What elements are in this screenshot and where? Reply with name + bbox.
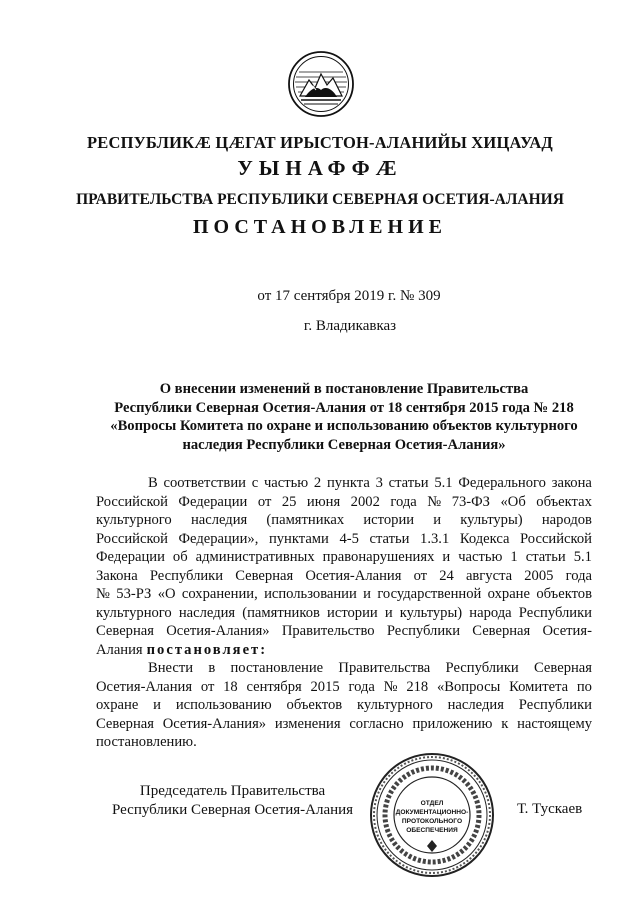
body-word: Федерации», (178, 530, 259, 547)
body-word: административных (195, 549, 315, 565)
body-word: культуры) (399, 604, 463, 621)
body-word: истории (363, 512, 415, 528)
body-word: и (442, 549, 451, 565)
body-word: 24 (439, 567, 454, 584)
body-word: 18 (223, 678, 238, 695)
body-word: государственной (377, 586, 482, 602)
body-word: 4-5 (339, 530, 359, 547)
body-word: Правительства (338, 660, 431, 676)
paragraph-line (96, 678, 592, 697)
paragraph-line (96, 604, 592, 623)
body-text: Алания (96, 641, 143, 658)
body-word: Федерального (458, 475, 546, 491)
body-word: Республики (149, 567, 224, 584)
body-word: № (383, 678, 398, 695)
body-word: правонарушениях (322, 549, 435, 565)
body-word: Республики (518, 604, 592, 621)
paragraph-line (96, 474, 592, 493)
body-word: Федерации (96, 549, 165, 565)
body-word: июня (306, 493, 341, 510)
signatory-name: Т. Тускаев (517, 801, 583, 817)
paragraph-line (96, 511, 592, 530)
body-word: августа (465, 567, 513, 584)
body-word: статьи (388, 475, 429, 491)
body-word: года (390, 493, 417, 510)
body-word: 1 (510, 549, 518, 565)
body-word: использовании (264, 586, 357, 602)
body-word: пункта (326, 475, 370, 491)
seal-center-text: ОБЕСПЕЧЕНИЯ (406, 827, 458, 834)
body-word: (памятников (242, 604, 320, 621)
body-word: 5.1 (434, 475, 453, 491)
body-word: 2002 (350, 493, 380, 510)
subject-line: «Вопросы Комитета по охране и использованию объектов культурного (110, 418, 578, 434)
header-ossetian-government: РЕСПУБЛИКӔ ЦӔГАТ ИРЫСТОН-АЛАНИЙЫ ХИЦАУАД (86, 133, 553, 152)
body-word: об (172, 549, 188, 565)
body-word: Комитета (509, 678, 569, 695)
body-word: частью (458, 549, 503, 565)
subject-line: наследия Республики Северная Осетия-Алания» (182, 436, 506, 453)
decree-date-number (0, 288, 640, 305)
signatory-title (112, 782, 353, 820)
paragraph-line (96, 659, 592, 678)
body-word: Закона (96, 567, 138, 584)
decree-subject (96, 380, 592, 454)
body-word: Северная (96, 715, 154, 732)
body-word: «О (157, 586, 176, 602)
paragraph-line (96, 493, 592, 512)
header-decree-title: ПОСТАНОВЛЕНИЕ (193, 216, 447, 238)
body-word: культуры) (460, 512, 523, 528)
paragraph-line (96, 530, 592, 549)
body-word: (памятниках (266, 512, 345, 528)
body-word: Северная (472, 623, 531, 639)
body-word: народа (469, 604, 512, 621)
paragraph-line (96, 585, 592, 604)
paragraph-line (96, 715, 592, 734)
body-word: с (251, 475, 259, 491)
body-word: Республики (386, 623, 461, 639)
body-word: закона (551, 475, 592, 491)
body-text: постановлению. (96, 734, 197, 750)
seal-center-text: ПРОТОКОЛЬНОГО (401, 818, 463, 825)
body-word: 25 (281, 493, 297, 510)
body-word: Осетия-Алания (305, 567, 402, 584)
body-word: Северная (96, 623, 154, 639)
body-word: Российской (520, 530, 592, 547)
body-word: культурного (96, 512, 172, 528)
body-word: Республики (518, 697, 592, 713)
body-word: «Об (500, 493, 526, 510)
paragraph-line (96, 622, 592, 641)
signatory-title-line: Республики Северная Осетия-Алания (112, 802, 354, 818)
body-word: использованию (175, 697, 272, 713)
body-word: пунктами (268, 530, 329, 547)
body-word: сохранении, (181, 586, 258, 602)
body-word: 5.1 (573, 549, 592, 565)
official-seal-stamp (367, 750, 497, 880)
body-word: Северная (534, 660, 592, 676)
body-word: и (363, 586, 371, 602)
body-word: 3 (375, 475, 383, 491)
body-word: Российской (96, 493, 168, 510)
body-word: № (96, 586, 110, 602)
body-word: по (576, 678, 592, 695)
body-word: наследия (178, 604, 236, 621)
paragraph-line (96, 733, 592, 752)
body-word: культурного (357, 697, 433, 713)
body-word: Федерации (178, 493, 248, 510)
body-word: охране (487, 586, 530, 602)
seal-center-text: ДОКУМЕНТАЦИОННО- (395, 809, 469, 816)
body-word: 73-ФЗ (451, 493, 490, 510)
body-word: статьи (369, 530, 410, 547)
date-number-text: от 17 сентября 2019 г. № 309 (257, 288, 441, 304)
body-word: 2005 (524, 567, 554, 584)
paragraph-line (96, 567, 592, 586)
body-word: Осетия-Алания» (166, 623, 270, 639)
body-word: В (148, 475, 158, 491)
body-word: объектов (536, 586, 592, 602)
paragraph-line (96, 641, 592, 660)
body-word: от (413, 567, 428, 584)
body-word: сентября (246, 678, 302, 695)
paragraph-preamble (96, 474, 592, 641)
body-word: статьи (525, 549, 566, 565)
body-word: и (433, 512, 442, 528)
decree-keyword: постановляет: (146, 641, 268, 658)
body-word: Правительство (281, 623, 375, 639)
body-word: Осетия-Алания» (162, 715, 267, 732)
body-word: от (257, 493, 272, 510)
city-text: г. Владикавказ (303, 318, 397, 334)
body-word: истории (327, 604, 378, 621)
body-word: к (501, 715, 509, 732)
body-word: № (427, 493, 442, 510)
body-word: 1.3.1 (420, 530, 450, 547)
subject-line: О внесении изменений в постановление Правительства (159, 381, 529, 397)
header-ossetian-decree: УЫНАФФӔ (237, 156, 403, 180)
body-word: объектах (536, 493, 592, 510)
paragraph-resolution (96, 659, 592, 733)
body-word: изменения (274, 715, 341, 732)
seal-center-text: ОТДЕЛ (420, 800, 444, 807)
body-word: постановление (230, 660, 324, 676)
body-word: Осетия- (542, 623, 592, 639)
body-word: наследия (447, 697, 504, 713)
body-word: и (153, 697, 161, 713)
decree-body (96, 474, 592, 752)
body-word: Северная (235, 567, 294, 584)
body-word: Внести (148, 660, 194, 676)
decree-city (0, 318, 640, 335)
body-word: «Вопросы (436, 678, 501, 695)
body-word: 218 (406, 678, 429, 695)
signatory-title-line: Председатель Правительства (139, 783, 326, 799)
body-word: 2 (313, 475, 322, 491)
body-word: охране (96, 697, 139, 713)
body-word: Республики (445, 660, 519, 676)
paragraph-line (96, 548, 592, 567)
subject-line: Республики Северная Осетия-Алания от 18 сентября 2015 года № 218 (114, 399, 574, 416)
body-word: согласно (349, 715, 404, 732)
body-word: от (200, 678, 215, 695)
body-word: Российской (96, 530, 168, 547)
body-word: Кодекса (459, 530, 510, 547)
body-word: частью (263, 475, 309, 491)
body-word: в (208, 660, 216, 676)
body-word: соответствии (163, 475, 246, 491)
body-word: народов (541, 512, 592, 528)
body-word: Осетия-Алания (96, 678, 193, 695)
body-word: приложению (412, 715, 493, 732)
paragraph-line (96, 696, 592, 715)
body-word: и (384, 604, 393, 621)
body-word: 2015 (310, 678, 340, 695)
body-word: 53-РЗ (116, 586, 152, 602)
coat-of-arms-emblem (287, 50, 355, 118)
body-word: года (348, 678, 375, 695)
header-government-name: ПРАВИТЕЛЬСТВА РЕСПУБЛИКИ СЕВЕРНАЯ ОСЕТИЯ-АЛАНИЯ (76, 191, 564, 208)
body-word: наследия (190, 512, 248, 528)
body-word: культурного (96, 604, 172, 621)
body-word: года (565, 567, 592, 584)
body-word: настоящему (517, 715, 592, 732)
body-word: объектов (286, 697, 343, 713)
